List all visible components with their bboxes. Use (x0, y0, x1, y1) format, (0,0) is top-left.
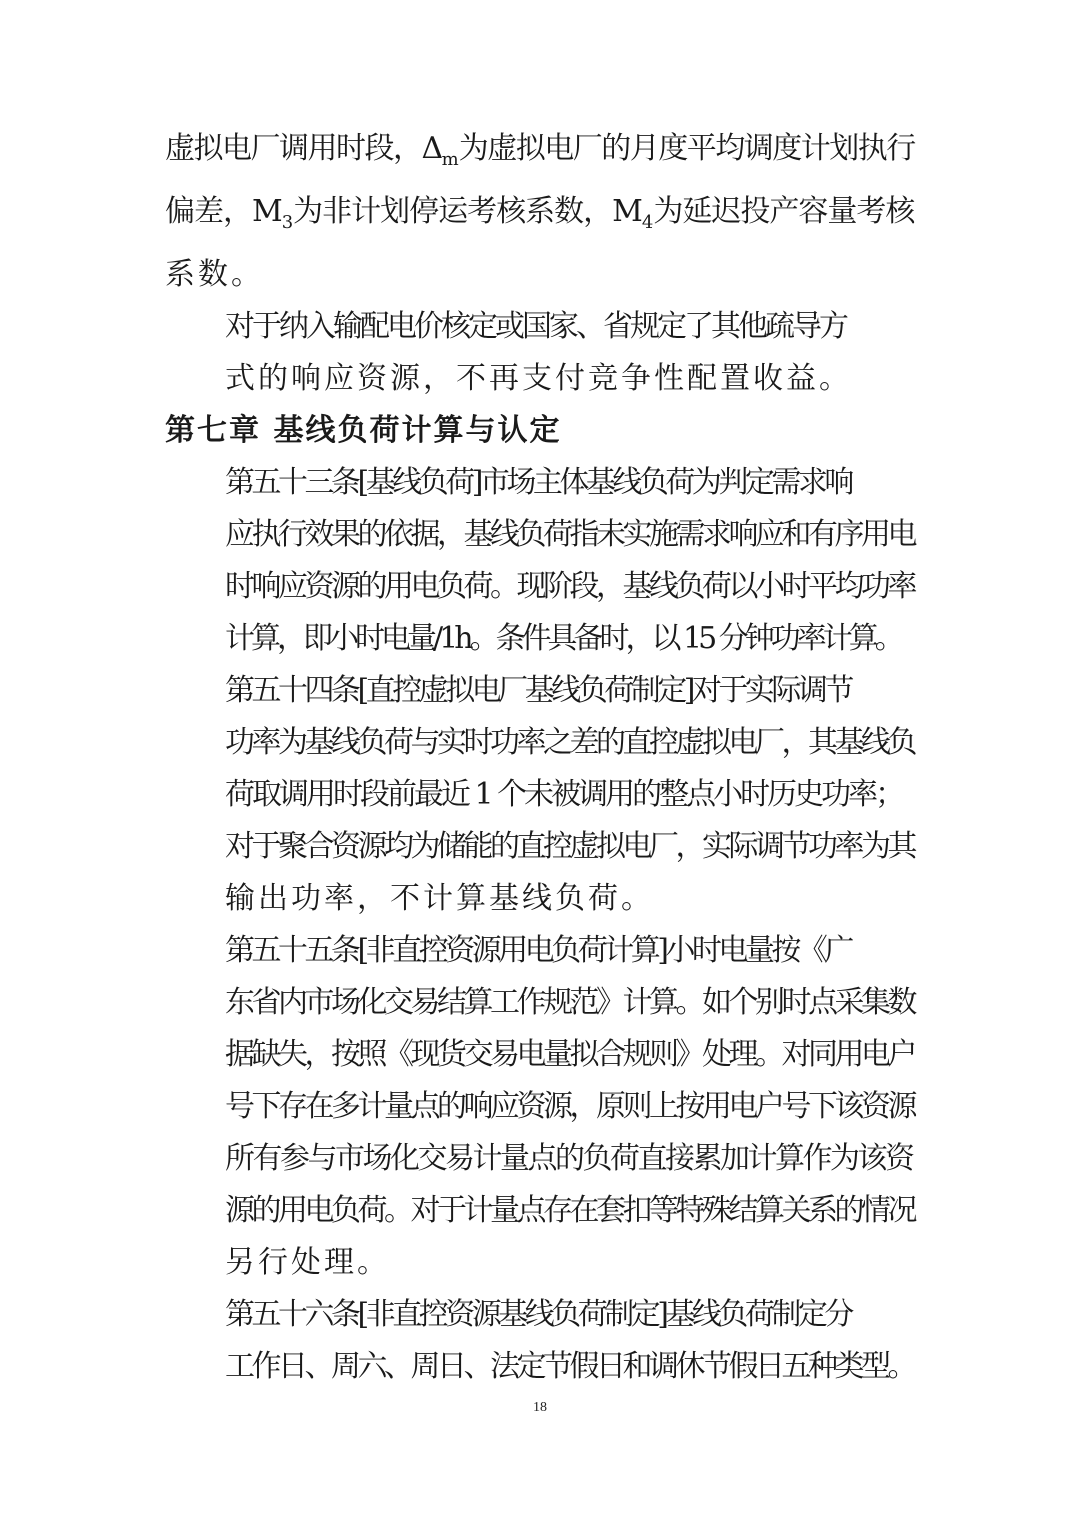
paragraph-line: 荷取调用时段前最近 1 个未被调用的整点小时历史功率； (225, 777, 903, 812)
paragraph-line: 工作日、周六、周日、法定节假日和调休节假日五种类型。 (225, 1349, 914, 1384)
paragraph-line: 第五十四条[直控虚拟电厂基线负荷制定]对于实际调节 (225, 673, 851, 708)
paragraph (165, 665, 915, 925)
paragraph-line: 另行处理。 (225, 1245, 390, 1280)
chapter-heading: 第七章 基线负荷计算与认定 (165, 413, 562, 448)
paragraph-line: 据缺失，按照《现货交易电量拟合规则》处理。对同用电户 (225, 1037, 914, 1072)
paragraph-line: 对于纳入输配电价核定或国家、省规定了其他疏导方 (225, 309, 846, 344)
paragraph (165, 301, 915, 405)
page-number: 18 (533, 1400, 547, 1415)
paragraph (165, 457, 915, 665)
paragraph-line: 输出功率，不计算基线负荷。 (225, 881, 654, 916)
paragraph-line: 计算，即小时电量/1h。条件具备时，以 15 分钟功率计算。 (225, 621, 901, 656)
body-text (165, 123, 915, 1393)
paragraph-line: 应执行效果的依据，基线负荷指未实施需求响应和有序用电 (225, 517, 914, 552)
paragraph-line: 对于聚合资源均为储能的直控虚拟电厂，实际调节功率为其 (225, 829, 914, 864)
paragraph-line: 系数。 (165, 257, 264, 292)
paragraph (165, 123, 915, 301)
paragraph-line: 第五十三条[基线负荷]市场主体基线负荷为判定需求响 (225, 465, 851, 500)
paragraph-line: 东省内市场化交易结算工作规范》计算。如个别时点采集数 (225, 985, 914, 1020)
paragraph-line: 第五十五条[非直控资源用电负荷计算]小时电量按《广 (225, 933, 851, 968)
paragraph-line: 号下存在多计量点的响应资源，原则上按用电户号下该资源 (225, 1089, 914, 1124)
paragraph (165, 1289, 915, 1393)
paragraph-line: 所有参与市场化交易计量点的负荷直接累加计算作为该资 (225, 1141, 913, 1176)
paragraph-line: 偏差，$M_3$为非计划停运考核系数，$M_4$为延迟投产容量考核 (165, 194, 915, 233)
paragraph-line: 源的用电负荷。对于计量点存在套扣等特殊结算关系的情况 (225, 1193, 914, 1228)
paragraph-line: 第五十六条[非直控资源基线负荷制定]基线负荷制定分 (225, 1297, 851, 1332)
paragraph (165, 925, 915, 1289)
paragraph-line: 功率为基线负荷与实时功率之差的直控虚拟电厂，其基线负 (225, 725, 914, 760)
paragraph-line: 时响应资源的用电负荷。现阶段，基线负荷以小时平均功率 (225, 569, 914, 604)
paragraph-line: 式的响应资源，不再支付竞争性配置收益。 (225, 361, 852, 396)
paragraph-line: 虚拟电厂调用时段，$\Delta_m$为虚拟电厂的月度平均调度计划执行 (165, 131, 915, 170)
